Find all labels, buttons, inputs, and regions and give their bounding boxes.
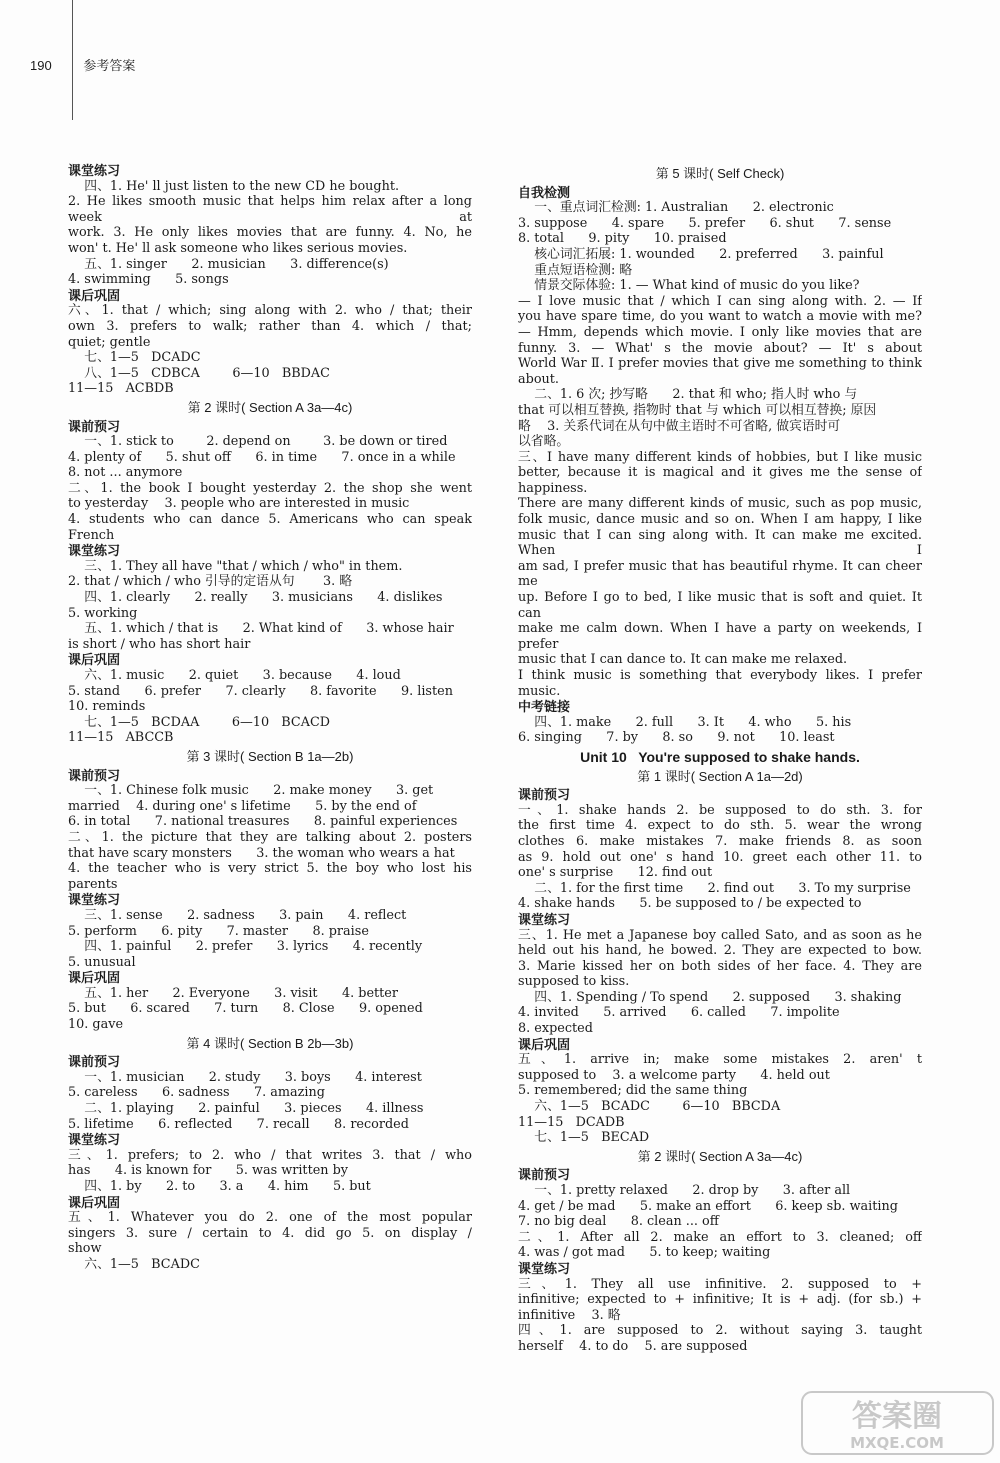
answer-line: 5. remembered; did the same thing [518,1083,748,1099]
answer-line: 二、1. playing 2. painful 3. pieces 4. illness [68,1101,424,1117]
svg-text:MXQE.COM: MXQE.COM [850,1434,944,1452]
section-heading: 课前预习 [68,1054,121,1070]
answer-line: 一、1. Chinese folk music 2. make money 3. get [68,783,434,799]
answer-line: 二、1. the book I bought yesterday 2. the shop she went [68,480,472,496]
answer-line: 二、1. the picture that they are talking about 2. posters [68,829,472,845]
svg-text:答案圈: 答案圈 [852,1399,942,1434]
answer-line: 2. He likes smooth music that helps him relax after a long week at [68,194,472,225]
answer-line: 5. careless 6. sadness 7. amazing [68,1085,325,1101]
lesson-title: Unit 10 You're supposed to shake hands. [580,749,860,765]
section-heading: 中考链接 [518,699,571,715]
answer-line: 六、1—5 BCADC 6—10 BBCDA [518,1099,781,1115]
answer-line: supposed to kiss. [518,974,630,990]
section-heading: 课堂练习 [518,1260,571,1276]
answer-line: 核心词汇拓展: 1. wounded 2. preferred 3. painful [518,246,884,262]
answer-line: There are many different kinds of music, such as pop music, [518,496,922,512]
answer-line: work. 3. He only likes movies that are funny. 4. No, he [68,225,472,241]
answer-line: 四、1. He' ll just listen to the new CD he bought. [68,178,400,194]
answer-line: I think music is something that everybody likes. I prefer [518,668,922,683]
answer-line: music. [518,683,561,699]
answer-line: 11—15 ABCCB [68,730,174,746]
answer-line: one' s surprise 12. find out [518,865,713,881]
answer-line: 四、1. clearly 2. really 3. musicians 4. dislikes [68,590,443,606]
section-heading: 课后巩固 [68,652,121,668]
answer-line: 四、1. make 2. full 3. It 4. who 5. his [518,714,852,730]
answer-line: 4. students who can dance 5. Americans who can speak [68,512,472,528]
section-heading: 课后巩固 [518,1036,571,1052]
lesson-title: 第 2 课时( Section A 3a—4c) [637,1148,803,1164]
answer-line: singers 3. sure / certain to 4. did go 5. on display / [68,1225,472,1241]
section-heading: 课前预习 [518,787,571,803]
answer-line: 五、1. singer 2. musician 3. difference(s) [68,256,389,272]
answer-line: 以省略。 [518,434,570,450]
section-heading: 课堂练习 [68,543,121,559]
answer-line: 5. stand 6. prefer 7. clearly 8. favorite 9. listen [68,683,453,699]
answer-line: 5. but 6. scared 7. turn 8. Close 9. opened [68,1001,423,1017]
lesson-title: 第 2 课时( Section A 3a—4c) [187,399,353,415]
lesson-title: 第 3 课时( Section B 1a—2b) [186,748,354,764]
answer-line: 4. the teacher who is very strict 5. the boy who lost his [68,861,472,877]
answer-line: 略 3. 关系代词在从句中做主语时不可省略, 做宾语时可 [518,418,841,434]
section-heading: 课后巩固 [68,970,121,986]
answer-line: 五、1. Whatever you do 2. one of the most popular [68,1210,472,1226]
answer-line: has 4. is known for 5. was written by [68,1163,349,1179]
answer-line: own 3. prefers to walk; rather than 4. which / that; [68,318,472,334]
answer-line: 六、1—5 BCADC [68,1256,200,1272]
answer-line: am sad, I prefer music that has beautiful rhyme. It can cheer me [518,558,922,590]
answer-line: 6. singing 7. by 8. so 9. not 10. least [518,730,835,746]
answer-line: supposed to 3. a welcome party 4. held out [518,1067,830,1083]
answer-line: 2. that / which / who 引导的定语从句 3. 略 [68,574,353,590]
answer-line: 三、I have many different kinds of hobbies, but I like music [518,449,922,465]
answer-line: about. [518,371,559,387]
answer-line: 四、1. painful 2. prefer 3. lyrics 4. recently [68,939,423,955]
answer-line: 三、1. They all use infinitive. 2. supposed to + [518,1276,922,1292]
answer-line: won' t. He' ll ask someone who likes serious movies. [68,240,408,256]
section-heading: 课前预习 [68,418,121,434]
section-heading: 课堂练习 [68,163,121,178]
section-title: 参考答案 [83,58,136,73]
answer-line: 5. unusual [68,954,136,970]
answer-line: 七、1—5 BCDAA 6—10 BCACD [68,714,331,730]
answer-line: up. Before I go to bed, I like music that is soft and quiet. It can [518,590,922,621]
answer-line: 八、1—5 CDBCA 6—10 BBDAC [68,365,330,381]
answer-line: 七、1—5 DCADC [68,350,201,366]
answer-line: 5. perform 6. pity 7. master 8. praise [68,923,369,939]
answer-line: 4. swimming 5. songs [68,272,229,288]
section-heading: 课后巩固 [68,1194,121,1210]
answer-line: quiet; gentle [68,334,151,350]
answer-line: better, because it is magical and it gives me the sense of [518,465,922,481]
section-heading: 课后巩固 [68,287,121,303]
answer-line: 一、重点词汇检测: 1. Australian 2. electronic [518,200,834,216]
answer-line: infinitive 3. 略 [518,1307,621,1323]
answer-line: 10. reminds [68,699,146,715]
answer-line: as 9. hold out one' s hand 10. greet each other 11. to [518,849,922,865]
answer-line: 3. Marie kissed her on both sides of her face. 4. They are [518,958,922,974]
answer-line: to yesterday 3. people who are interested in music [68,496,410,512]
answer-line: music that I can dance to. It can make me relaxed. [518,652,848,668]
answer-line: 10. gave [68,1017,124,1033]
answer-line: parents [68,876,118,892]
answer-line: you have spare time, do you want to watch a movie with me? [518,309,922,325]
lesson-title: 第 5 课时( Self Check) [655,166,785,181]
answer-line: 六、1. music 2. quiet 3. because 4. loud [68,668,401,683]
answer-line: — Hmm, depends which movie. I only like movies that are [518,324,922,340]
answer-line: — I love music that / which I can sing along with. 2. — If [518,293,922,309]
answer-line: 三、1. prefers; to 2. who / that writes 3. that / who [68,1147,472,1163]
answer-line: funny. 3. — What' s the movie about? — It' s about [518,340,922,356]
answer-line: that have scary monsters 3. the woman who wears a hat [68,845,455,861]
answer-line: that 可以相互替换, 指物时 that 与 which 可以相互替换; 原因 [518,402,877,418]
right-column [518,163,922,1355]
answer-line: 四、1. Spending / To spend 2. supposed 3. shaking [518,989,902,1005]
answer-line: folk music, dance music and so on. When I am happy, I like [518,512,922,528]
answer-line: 11—15 ACBDB [68,381,174,397]
answer-line: 8. expected [518,1021,593,1037]
lesson-title: 第 1 课时( Section A 1a—2d) [637,768,803,784]
answer-line: show [68,1241,102,1257]
lesson-title: 第 4 课时( Section B 2b—3b) [186,1035,354,1051]
answer-line: 6. in total 7. national treasures 8. painful experiences [68,814,458,830]
answer-line: 五、1. her 2. Everyone 3. visit 4. better [68,985,399,1001]
answer-line: 4. invited 5. arrived 6. called 7. impolite [518,1005,840,1021]
answer-line: 4. plenty of 5. shut off 6. in time 7. once in a while [68,449,456,465]
answer-line: is short / who has short hair [68,636,251,652]
answer-line: herself 4. to do 5. are supposed [518,1338,748,1354]
answer-line: make me calm down. When I have a party on weekends, I prefer [518,621,922,652]
answer-line: 二、1. After all 2. make an effort to 3. cleaned; off [518,1229,922,1245]
answer-line: 11—15 DCADB [518,1114,625,1130]
answer-line: 8. not ... anymore [68,465,183,481]
answer-line: clothes 6. make mistakes 7. make friends 8. as soon [518,833,922,849]
answer-line: 三、1. He met a Japanese boy called Sato, and as soon as he [518,927,922,943]
answer-line: infinitive; expected to + infinitive; It is + adj. (for sb.) + [518,1292,922,1308]
answer-line: the first time 4. expect to do sth. 5. wear the wrong [518,818,922,834]
section-heading: 课前预习 [68,767,121,783]
answer-line: French [68,527,115,543]
answer-line: 七、1—5 BECAD [518,1130,650,1146]
answer-line: 8. total 9. pity 10. praised [518,231,727,247]
section-heading: 课堂练习 [68,1132,121,1148]
answer-line: 二、1. for the first time 2. find out 3. To my surprise [518,880,911,896]
answer-line: 7. no big deal 8. clean ... off [518,1214,719,1230]
answer-line: World War Ⅱ. I prefer movies that give me something to think [518,356,922,372]
answer-line: 一、1. shake hands 2. be supposed to do sth. 3. for [518,802,922,818]
section-heading: 课堂练习 [68,892,121,908]
answer-line: married 4. during one' s lifetime 5. by the end of [68,798,417,814]
answer-line: 三、1. sense 2. sadness 3. pain 4. reflect [68,907,407,923]
answer-line: 一、1. stick to 2. depend on 3. be down or tired [68,434,448,450]
answer-line: happiness. [518,480,588,496]
answer-line: 4. get / be mad 5. make an effort 6. keep sb. waiting [518,1198,898,1214]
answer-line: 五、1. arrive in; make some mistakes 2. aren' t [518,1052,922,1068]
answer-line: 四、1. by 2. to 3. a 4. him 5. but [68,1179,371,1194]
answer-line: held out his hand, he bowed. 2. They are expected to bow. [518,943,922,959]
answer-line: 二、1. 6 次; 抄写略 2. that 和 who; 指人时 who 与 [518,387,858,403]
answer-line: 三、1. They all have "that / which / who" in them. [68,558,403,574]
page-number: 190 [30,58,52,73]
answer-line: 一、1. musician 2. study 3. boys 4. interest [68,1069,422,1085]
answer-line: 五、1. which / that is 2. What kind of 3. whose hair [68,621,454,637]
answer-line: 5. lifetime 6. reflected 7. recall 8. recorded [68,1116,409,1132]
watermark-logo [800,1390,995,1456]
answer-line: 4. shake hands 5. be supposed to / be expected to [518,896,862,912]
section-heading: 课前预习 [518,1167,571,1183]
answer-line: 四、1. are supposed to 2. without saying 3. taught [518,1323,922,1339]
answer-line: 情景交际体验: 1. — What kind of music do you like? [518,278,860,294]
answer-line: music that I can sing along with. It can make me excited. When I [518,527,922,559]
section-heading: 自我检测 [518,184,571,200]
left-column [68,163,472,1273]
answer-line: 六、1. that / which; sing along with 2. who / that; their [68,303,472,319]
section-heading: 课堂练习 [518,911,571,927]
answer-line: 3. suppose 4. spare 5. prefer 6. shut 7. sense [518,215,892,231]
answer-line: 4. was / got mad 5. to keep; waiting [518,1245,771,1261]
page-header [30,55,135,74]
answer-line: 5. working [68,605,138,621]
answer-line: 一、1. pretty relaxed 2. drop by 3. after all [518,1183,851,1198]
answer-line: 重点短语检测: 略 [518,262,633,278]
